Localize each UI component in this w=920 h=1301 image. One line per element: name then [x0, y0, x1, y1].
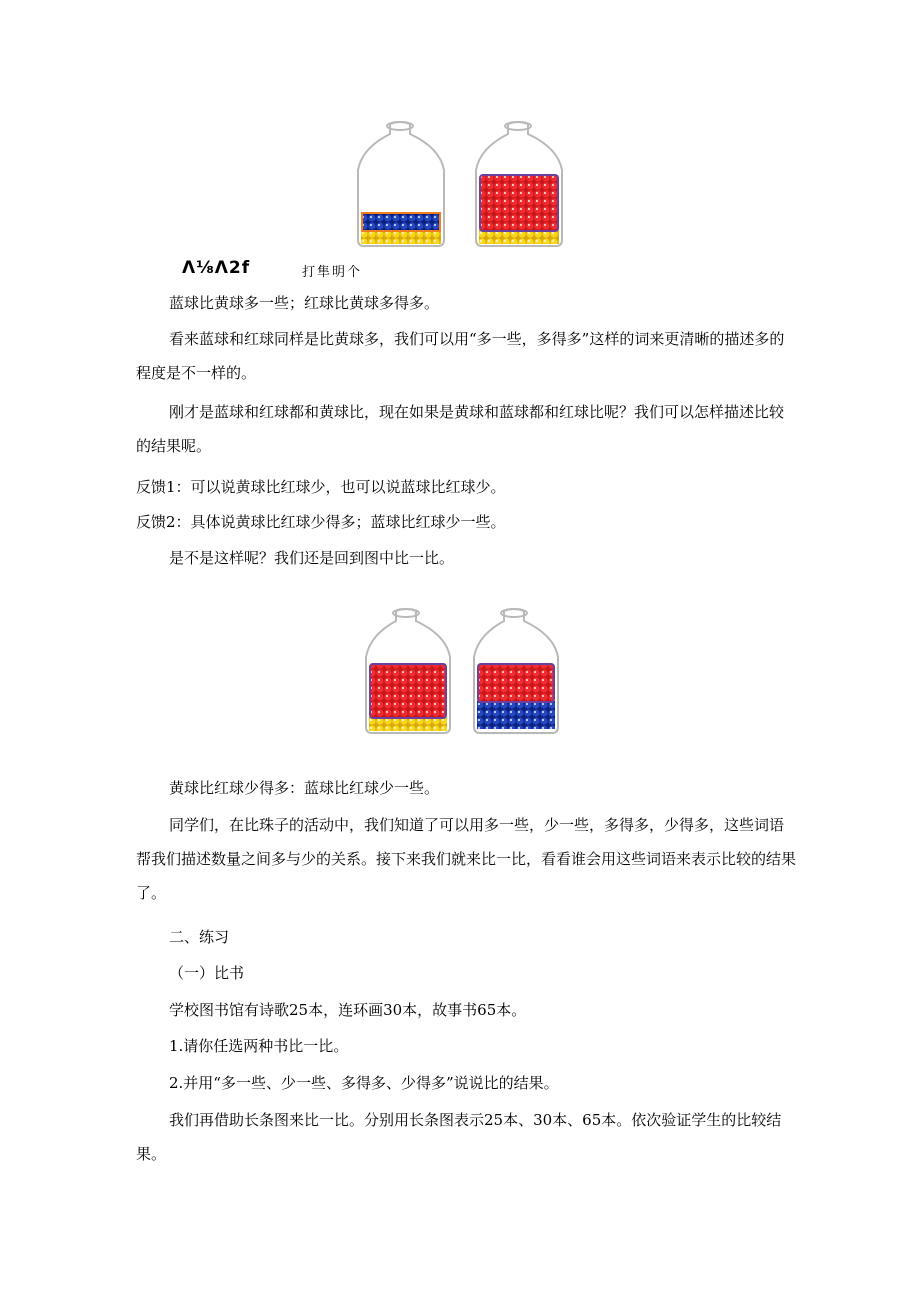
jar-right — [474, 609, 558, 733]
feedback-1: 反馈1：可以说黄球比红球少，也可以说蓝球比红球少。 — [136, 478, 506, 496]
marble-jars-figure-1 — [352, 118, 582, 253]
paragraph: 黄球比红球少得多：蓝球比红球少一些。 — [169, 779, 440, 797]
red-marbles — [481, 176, 557, 230]
figure-caption-label: Λ⅛Λ2f — [182, 258, 251, 278]
feedback-2: 反馈2：具体说黄球比红球少得多；蓝球比红球少一些。 — [136, 513, 506, 531]
paragraph: 我们再借助长条图来比一比。分别用长条图表示25本、30本、65本。依次验证学生的比较结果。 — [136, 1111, 782, 1163]
paragraph: 蓝球比黄球多一些；红球比黄球多得多。 — [169, 294, 440, 312]
paragraph: 同学们，在比珠子的活动中，我们知道了可以用多一些，少一些，多得多，少得多，这些词语帮我们描述数量之间多与少的关系。接下来我们就来比一比，看看谁会用这些词语来表示比较的结果了。 — [136, 816, 797, 902]
figure-caption-text: 打隼明个 — [302, 265, 363, 280]
marble-jars-figure-2 — [360, 605, 570, 740]
subsection-heading: （一）比书 — [169, 964, 245, 982]
red-marbles — [479, 665, 553, 701]
paragraph: 刚才是蓝球和红球都和黄球比，现在如果是黄球和蓝球都和红球比呢？我们可以怎样描述比较的结果呢。 — [136, 403, 785, 455]
paragraph: 学校图书馆有诗歌25本，连环画30本，故事书65本。 — [169, 1001, 527, 1019]
paragraph: 是不是这样呢？我们还是回到图中比一比。 — [169, 549, 455, 567]
paragraph: 看来蓝球和红球同样是比黄球多，我们可以用“多一些，多得多”这样的词来更清晰的描述多的程度是不一样的。 — [136, 330, 785, 382]
jar-right — [476, 122, 562, 246]
blue-marbles — [363, 214, 439, 230]
yellow-marbles — [369, 717, 447, 731]
blue-marbles — [477, 701, 555, 729]
red-marbles — [371, 665, 445, 717]
section-heading: 二、练习 — [169, 928, 230, 946]
question-2: 2.并用“多一些、少一些、多得多、少得多”说说比的结果。 — [169, 1074, 559, 1092]
jar-left — [358, 122, 444, 246]
yellow-marbles — [479, 230, 559, 244]
question-1: 1.请你任选两种书比一比。 — [169, 1037, 349, 1055]
yellow-marbles — [361, 230, 441, 244]
jar-left — [366, 609, 450, 733]
